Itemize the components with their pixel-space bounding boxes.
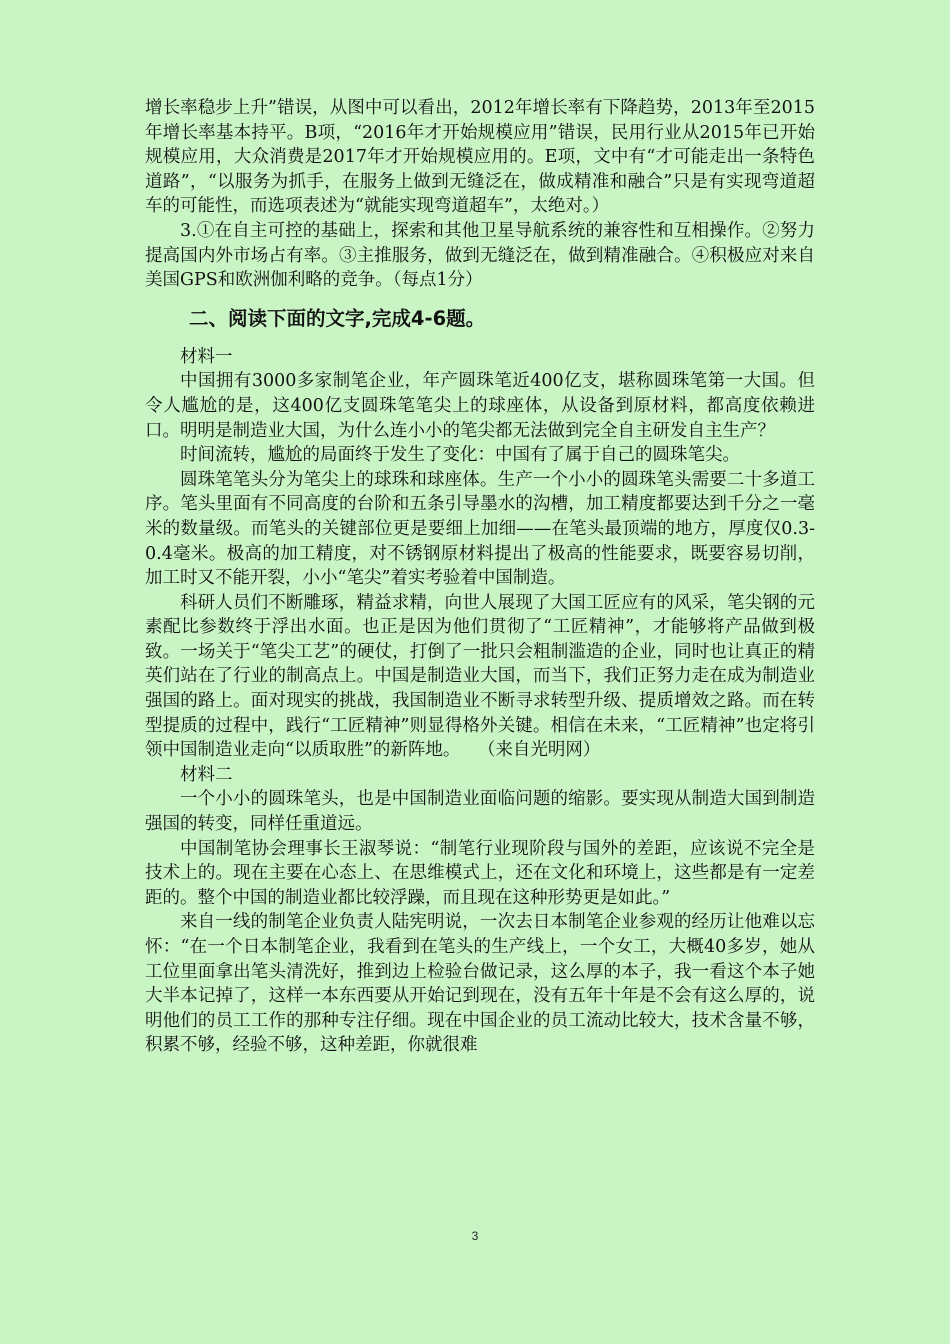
material-two-paragraph: 来自一线的制笔企业负责人陆宪明说，一次去日本制笔企业参观的经历让他难以忘怀：“在一个日本制笔企业，我看到在笔头的生产线上，一个女工，大概40多岁，她从工位里面拿出笔头清洗好，推到边上检验台做记录，这么厚的本子，我一看这个本子她大半本记掉了，这样一本东西要从开始记到现在，没有五年十年是不会有这么厚的，说明他们的员工工作的那种专注仔细。现在中国企业的员工流动比较大，技术含量不够，积累不够，经验不够，这种差距，你就很难	[145, 912, 815, 1056]
material-one-paragraph: 科研人员们不断雕琢，精益求精，向世人展现了大国工匠应有的风采，笔尖钢的元素配比参数终于浮出水面。也正是因为他们贯彻了“工匠精神”，才能够将产品做到极致。一场关于“笔尖工艺”的硬仗，打倒了一批只会粗制滥造的企业，同时也让真正的精英们站在了行业的制高点上。中国是制造业大国，而当下，我们正努力走在成为制造业强国的路上。面对现实的挑战，我国制造业不断寻求转型升级、提质增效之路。而在转型提质的过程中，践行“工匠精神”则显得格外关键。相信在未来，“工匠精神”也定将引领中国制造业走向“以质取胜”的新阵地。 （来自光明网）	[145, 592, 815, 761]
section-heading: 二、阅读下面的文字,完成4-6题。	[189, 306, 486, 330]
material-two-label: 材料二	[180, 764, 233, 785]
answer-3-paragraph: 3.①在自主可控的基础上，探索和其他卫星导航系统的兼容性和互相操作。②努力提高国内外市场占有率。③主推服务，做到无缝泛在，做到精准融合。④积极应对来自美国GPS和欧洲伽利略的竞争。（每点1分）	[145, 220, 815, 291]
material-one-paragraph: 时间流转，尴尬的局面终于发生了变化：中国有了属于自己的圆珠笔尖。	[180, 445, 740, 466]
material-one-label: 材料一	[180, 346, 233, 367]
material-two-paragraph: 中国制笔协会理事长王淑琴说：“制笔行业现阶段与国外的差距，应该说不完全是技术上的。现在主要在心态上、在思维模式上，还在文化和环境上，这些都是有一定差距的。整个中国的制造业都比较浮躁，而且现在这种形势更是如此。”	[145, 838, 815, 908]
material-one-paragraph: 圆珠笔笔头分为笔尖上的球珠和球座体。生产一个小小的圆珠笔头需要二十多道工序。笔头里面有不同高度的台阶和五条引导墨水的沟槽，加工精度都要达到千分之一毫米的数量级。而笔头的关键部位更是要细上加细——在笔头最顶端的地方，厚度仅0.3-0.4毫米。极高的加工精度，对不锈钢原材料提出了极高的性能要求，既要容易切削，加工时又不能开裂，小小“笔尖”着实考验着中国制造。	[145, 469, 815, 589]
answer-explanation-paragraph: 增长率稳步上升”错误，从图中可以看出，2012年增长率有下降趋势，2013年至2015年增长率基本持平。B项，“2016年才开始规模应用”错误，民用行业从2015年已开始规模应用，大众消费是2017年才开始规模应用的。E项，文中有“才可能走出一条特色道路”，“以服务为抓手，在服务上做到无缝泛在，做成精准和融合”只是有实现弯道超车的可能性，而选项表述为“就能实现弯道超车”，太绝对。）	[145, 98, 815, 217]
document-body	[145, 96, 815, 1058]
material-one-paragraph: 中国拥有3000多家制笔企业，年产圆珠笔近400亿支，堪称圆珠笔第一大国。但令人尴尬的是，这400亿支圆珠笔笔尖上的球座体，从设备到原材料，都高度依赖进口。明明是制造业大国，为什么连小小的笔尖都无法做到完全自主研发自主生产？	[145, 371, 815, 441]
material-two-paragraph: 一个小小的圆珠笔头，也是中国制造业面临问题的缩影。要实现从制造大国到制造强国的转变，同样任重道远。	[145, 789, 815, 835]
page-number: 3	[471, 1229, 479, 1243]
